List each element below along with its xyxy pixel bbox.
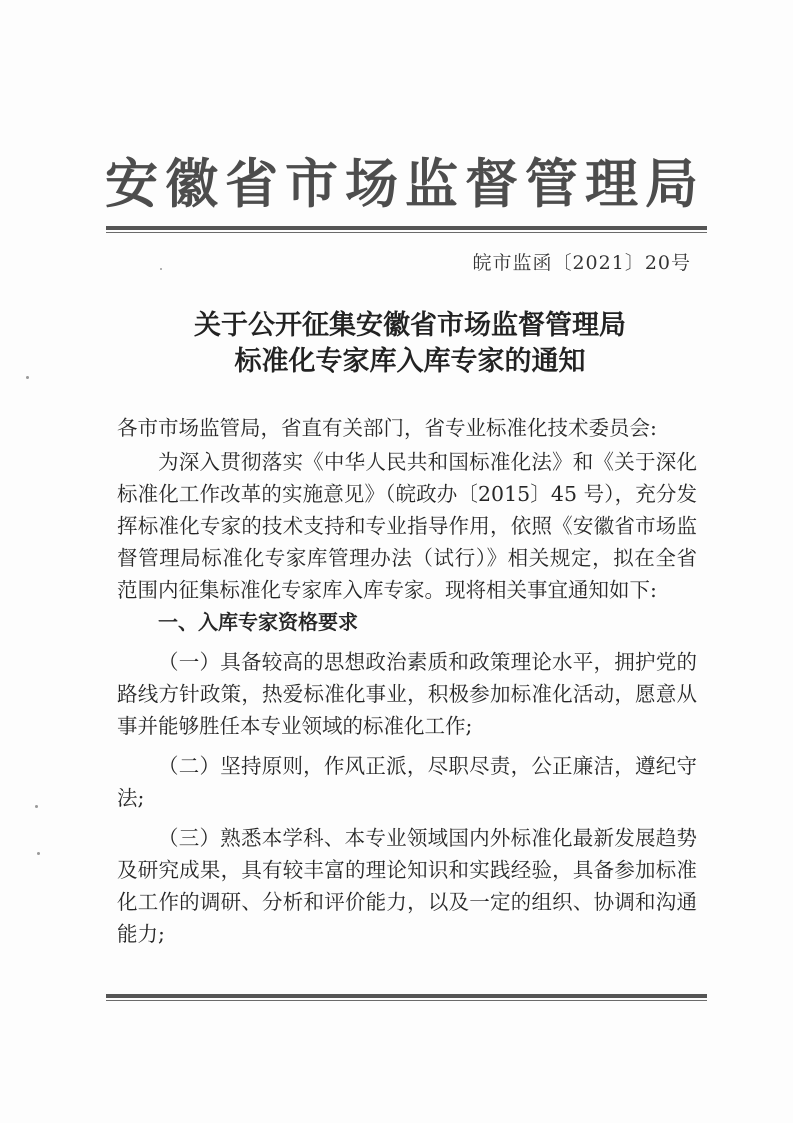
requirement-item-1: （一）具备较高的思想政治素质和政策理论水平，拥护党的路线方针政策，热爱标准化事业，积极参加标准化活动，愿意从事并能够胜任本专业领域的标准化工作; (117, 650, 697, 738)
intro-paragraph: 为深入贯彻落实《中华人民共和国标准化法》和《关于深化标准化工作改革的实施意见》（皖政办〔2015〕45 号），充分发挥标准化专家的技术支持和专业指导作用，依照《安徽省市场监督管理局标准化专家库管理办法（试行）》相关规定，拟在全省范围内征集标准化专家库入库专家。现将相关事宜通知如下: (117, 450, 697, 602)
document-number: 皖市监函〔2021〕20号 (472, 252, 691, 274)
notice-title-line-1: 关于公开征集安徽省市场监督管理局 (194, 310, 626, 341)
notice-title (100, 308, 720, 380)
notice-title-line-2: 标准化专家库入库专家的通知 (234, 346, 586, 377)
scan-speck (35, 805, 38, 808)
scan-speck (160, 268, 162, 270)
section-heading: 一、入库专家资格要求 (158, 610, 358, 634)
notice-body (117, 412, 697, 950)
requirement-item-2: （二）坚持原则，作风正派，尽职尽责，公正廉洁，遵纪守法; (117, 754, 697, 810)
scan-speck (37, 852, 40, 855)
agency-header-title: 安徽省市场监督管理局 (105, 153, 705, 215)
header-divider (106, 226, 707, 233)
salutation: 各市市场监管局，省直有关部门，省专业标准化技术委员会: (117, 416, 657, 440)
requirement-item-3: （三）熟悉本学科、本专业领域国内外标准化最新发展趋势及研究成果，具有较丰富的理论知识和实践经验，具备参加标准化工作的调研、分析和评价能力，以及一定的组织、协调和沟通能力; (117, 826, 697, 946)
footer-divider (106, 994, 707, 1001)
scan-speck (26, 376, 29, 379)
